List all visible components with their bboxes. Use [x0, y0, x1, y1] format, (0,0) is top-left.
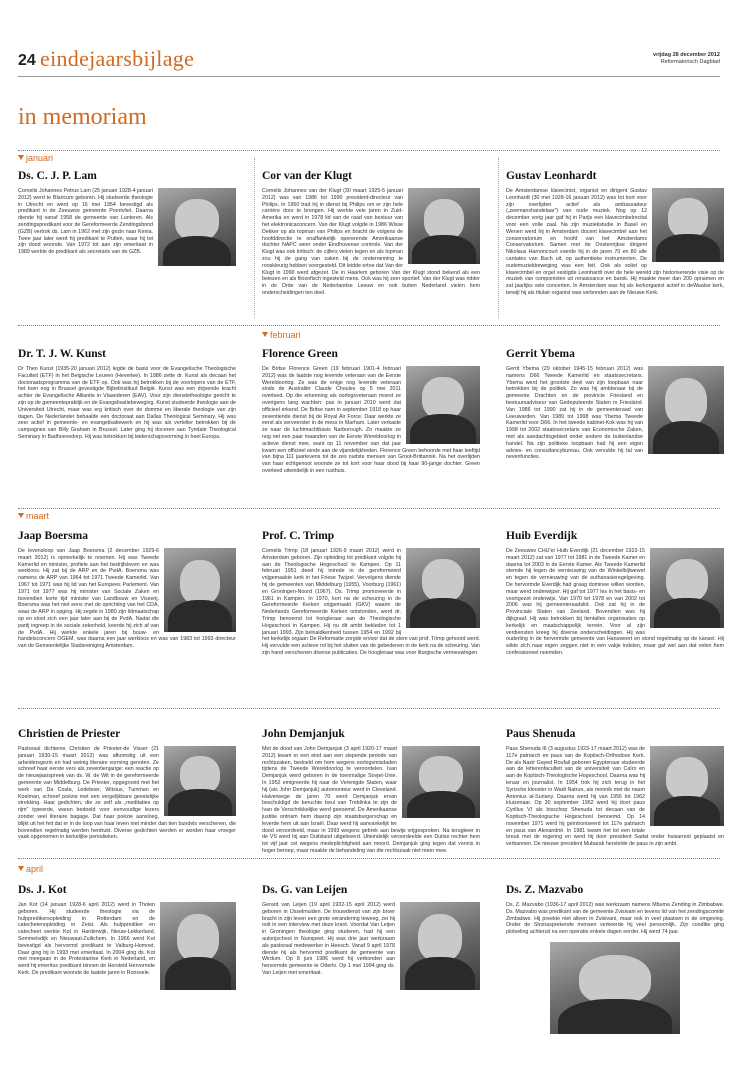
obituary-kunst [18, 348, 236, 441]
obituary-text: Met de dood van John Demjanjuk (3 april 1920-17 maart 2012) kwam er een eind aan een slepende periode van rechtszaken, bedoeld om hem wegens oorlogsmisdaden tijdens de Tweede Wereldoorlog te veroordelen. Ivan Demjanjuk werd geboren in de toenmalige Sovjet-Unie. In 1952 emigreerde hij naar de Verenigde Staten, waar hij (als John Demjanjuk) automonteur werd in Cleveland. Halverwege de jaren 70 werd Demjanjuk ervan beschuldigd de beruchte beul van Treblinka te zijn de Ivan de Verschrikkelijke werd genoemd. De Amerikaanse justitie ontnam hem daarop zijn staatsburgerschap en leverde hem uit aan Israël. Daar werd hij aanvankelijk ter dood veroordeeld, maar in 1993 wegens gebrek aan bewijs vrijgesproken. Na terugkeer in de VS werd hij aan Duitsland uitgeleverd. Uiteindelijk veroordeelde een Duitse rechter hem tot vijf jaar cel wegens medeplichtigheid aan moord. Demjanjuk ging tegen dat vonnis in hoger beroep, maar maakte de behandeling van die rechtszaak niet meer mee. [262, 746, 480, 854]
divider [18, 150, 720, 151]
triangle-down-icon [18, 513, 24, 518]
portrait-photo [402, 746, 480, 818]
portrait-photo [406, 548, 480, 628]
obituary-demjanjuk [262, 728, 480, 855]
obituary-name: Gerrit Ybema [506, 348, 575, 360]
obituary-shenuda [506, 728, 724, 848]
obituary-text: De levensloop van Jaap Boersma (2 december 1929-6 maart 2012) is opmerkelijk te noemen. Hij was Tweede Kamerlid en minister, profiele aan het bedrijfsleven en was werkloos. Hij zat bij de ARP en de PvdA. Boersma was namens de ARP van 1964 tot 1971 Tweede Kamerlid. Van 1967 tot 1971 was hij lid van het Europees Parlement. Van 1971 tot 1977 was hij minister van Sociale Zaken en bovendien korte tijd minister van Landbouw en Visserij. Boersma was het niet eens met de oprichting van het CDA, waar de ARP in opging. Hij zegde in 1980 zijn lidmaatschap op en sloot zich een jaar later aan bij de PvdA. Nadat die partij ingreep in de sociale zekerheid, keerde hij zich af van de PvdA. Hij werkte enkele jaren bij bouw- en handelsconcern OGEM, was daarna een jaar werkloos en was van 1983 tot 1993 directeur van de Gemeentelijke Stadsreiniging Amsterdam. [18, 548, 236, 650]
obituary-text: Cornelis Johannes Petrus Lam (25 januari 1928-4 januari 2012) werd te Blaricum geboren. Hij studeerde theologie in Utrecht en werd op 16 mei 1954 bevestigd als predikant in de Zeeuwse gemeente Poortvliet. Daarna diende hij vanaf 1958 de gemeente van Lunteren. Als zendingspredikant voor de Gereformeerde Zendingsbond (GZB) vertrok ds. Lam in 1962 met zijn gezin naar Kenia. Twee jaar later werd hij predikant te Putten, waar hij tot zijn dood woonde. Van 1972 tot aan zijn emeritaat in 1989 werkte de predikant als secretaris van de GZB. [18, 188, 153, 256]
obituary-text: Dr Theo Kunst (1935-20 januari 2012) legde de basis voor de Evangelische Theologische Faculteit (ETF) in het Belgische Leuven (Heverlee). In 1986 zette dr. Kunst als decaan het doctoraatsprogramma van de ETF op. Ook was hij betrokken bij de voorlopers van de ETF, het toen nog in Brussel gevestigde Bijbelinstituut België. Kunst was een drijvende kracht achter de Evangelische Alliantie in Vlaanderen (EAV). Voor zijn dienstetheologie gericht te zijn op de gemeentepraktijk en de Evangelisatiebeweging. Kunst studeerde theologie aan de Universiteit Utrecht, maar was erg kritisch over de domme en liberale theologie van zijn dagen. De Nederlander behaalde een doctoraat aan Dallas Theological Seminary. Hij was zeer actief in gemeente- en evangelisatiewerk en hij was als verteller betrokken bij de campagnes van Billy Graham in Brussel. Later ging hij doceren aan Tyndale Theological Seminary in Badhoevedorp. Hij was betrokken bij leiderschapsvorming in heel Europa. [18, 366, 236, 440]
obituary-kot [18, 884, 236, 993]
obituary-name: Prof. C. Trimp [262, 530, 335, 542]
portrait-photo [550, 942, 680, 1034]
month-label-januari: januari [18, 153, 53, 163]
section-title: eindejaarsbijlage [40, 46, 195, 71]
portrait-photo [400, 902, 480, 990]
obituary-text: De Zeeuwse CHU'er Huib Everdijk (21 december 1923-15 maart 2012) zat van 1977 tot 1981 in de Tweede Kamer en daarna tot 2003 in de Eerste Kamer. Als Tweede Kamerlid stemde hij tegen de vernieuwing van de Winkelbijlwewet en tegen de vernieuwing van de euthanasieregelgeving. De hervormde Everdijk had graag dominee willen worden, maar werd onderwijzer. Hij gaf tot 1977 les in het basis- en voortgezet onderwijs. Van 1970 tot 1978 en van 2002 tot 2006 was hij gemeenteraadslid. Ook zat hij in de Provinciale Staten van Zeeland. Bovendien was hij dijkgraaf. Hij was betrokken bij tientallen organisaties op kerkelijk en maatschappelijk terrein. Voor al zijn verdiensten kreeg hij diverse onderscheidingen. Hij was ouderling in de hervormde gemeente van Hansweert en stond regelmatig op de kansel. Hij wilde zich naar eigen zeggen niet in een vakje indelen, maar gaf wel aan dat velen hem confessioneel noemden. [506, 548, 724, 656]
header-rule [18, 76, 720, 77]
portrait-photo [650, 746, 724, 826]
triangle-down-icon [18, 155, 24, 160]
obituary-text: Cornelis Johannes van der Klugt (30 maart 1925-5 januari 2012) was van 1986 tot 1990 president-directeur van Philips. In 1950 trad hij in dienst bij Philips om er zijn hele carrière door te brengen. Hij werkte vele jaren in Zuid-Amerika en werd in 1978 lid van de raad van bestuur van het elektronicaconcern. Van der Klugt volgde in 1986 Wisse Dekker op als topman van Philips en bracht de volgens de hoofddirectie te onaffankelijk opererende Amerikaanse dochter NAPC weer onder Eindhovense controle. Van der Klugt was ook kritisch: de cijfers vielen tegen en als topman zou hij de gang van zaken bij de onderneming te rooskleurig hebben voorgesteld. Dit leidde ertoe dat Van der Klugt in 1990 werd afgezet. De in Haarlem geboren Van der Klugt stond bekend als een belezen en als filosofisch ingesteld mens. Ook was hij zeer sportief. Van der Klugt was ridder in de Orde van de Nederlandse Leeuw en ook buiten Nederland vielen hem onderscheidingen ten deel. [262, 188, 480, 296]
obituary-boersma [18, 530, 236, 650]
obituary-name: Ds. C. J. P. Lam [18, 170, 97, 182]
obituary-leonhardt [506, 170, 724, 297]
obituary-leijen [262, 884, 480, 993]
divider [18, 708, 720, 709]
obituary-name: Huib Everdijk [506, 530, 578, 542]
obituary-text: Ds. Z. Mazvabo (1936-17 april 2012) was werkzaam namens Mbuma Zending in Zimbabwe. Ds. Mazvabo was predikant van de gemeente Zvisivani en tevens lid van het zendingscomité Zimbabwe. Hij preekte niet alleen in Zvisivani, maar ook in veel plaatsen in de omgeving. Onder de Shonasprekende mensen verkeerde hij veel persoonlijk. Zijn conditie ging plotseling achteruit na een operatie enkele dagen eerder. Hij werd 74 jaar. [506, 902, 724, 936]
obituary-klugt [262, 170, 480, 297]
obituary-text: Jan Kot (14 januari 1928-6 april 2012) werd in Tholen geboren. Hij studeerde theologie via de hulppredikersopleiding in Rotterdam en de catechetenopleiding in Zeist. Als hulpprediker en catecheet werkte Kot in Harderwijk, Nieuw-Lekkerland, Sommelsdijk en Nieuwaal-Zuilichem. In 1966 werd Kot bevestigd als hervormd predikant te Valburg-Homoet. Daar ging hij in 1993 met emeritaat. In 2004 ging ds. Kot met meegaan in de Protestantse Kerk in Nederland, en werd hij emeritus predikant binnen de Hersteld Hervormde Kerk. De predikant woonde de laatste jaren in Ronssele. [18, 902, 155, 976]
divider [18, 508, 720, 509]
portrait-photo [164, 746, 236, 816]
column-separator [498, 158, 499, 318]
obituary-name: John Demjanjuk [262, 728, 345, 740]
obituary-text: Gerard van Leijen (19 april 1932-15 april 2012) werd geboren in IJsselmuiden. De trouwdienst van zijn broer bracht in zijn leven een grote verandering teweeg, zei hij ooit in een interview met deze krant. Voordat Van Leijen in Groningen theologie ging studeren, had hij een autorijschool in Nunspeet. Hij was drie jaar werkzaam als pastoraal medewerker in Heesch. Vanaf 9 april 1978 diende hij als hervormd predikant de gemeente van Wirdum. Op 8 juni 1986 werd hij verbonden aan hervormde gemeente te Otterlo. Op 1 mei 1994 ging ds. Van Leijen met emeritaat. [262, 902, 395, 976]
portrait-photo [406, 366, 480, 444]
portrait-photo [408, 188, 480, 264]
obituary-text: Gerrit Ybema (29 oktober 1945-15 februari 2012) was namens D66 Tweede Kamerlid en staatssecretaris. Ybema werd het grootste deel van zijn loopbaan naar betrokken bij de politiek. Zo was hij ambtenaar bij de gemeente Drachten en de provincie Friesland en bestuursadviseur van Gedeputeerde Staten in Friesland. Van 1986 tot 1990 zat hij in de gemeenteraad van Leeuwarden. Van 1989 tot 1998 was Ybema Tweede Kamerlid voor D66. In het tweede kabinet-Kok was hij van 1998 tot 2002 staatssecretaris van Economische Zaken, met als aandachtsgebied onder andere de buitenlandse handel. Na zijn politieke loopbaan had hij een eigen advies- en consultancybureau. Ook vervulde hij tal van nevenfuncties. [506, 366, 643, 461]
obituary-name: Jaap Boersma [18, 530, 88, 542]
paper-name: Reformatorisch Dagblad [660, 59, 720, 65]
page-number: 24 [18, 52, 36, 69]
portrait-photo [164, 548, 236, 632]
portrait-photo [648, 366, 724, 454]
obituary-name: Ds. Z. Mazvabo [506, 884, 584, 896]
obituary-everdijk [506, 530, 724, 657]
obituary-text: Cornelis Trimp (18 januari 1926-9 maart 2012) werd in Amsterdam geboren. Zijn opleiding tot predikant volgde hij aan de Theologische Hogeschool te Kampen. Op 11 februari 1951 deed hij intrede in de gereformeerd vrijgemaakte kerk in het Friese Twijzel. Vervolgens diende hij de gemeenten van Middelburg (1955), Voorburg (1961) en Groningen-Noord (1967). Ds. Trimp promoveerde in 1961 in Kampen. In 1970, kort na de scheuring in de Gereformeerde Kerken vrijgemaakt (GKV) waarin de Nederlands Gereformeerde Kerken ontstonden, werd dr. Trimp benoemd tot hoogleraar aan de Theologische Hogeschool in Kampen. Hij nu dit ambt bekleden tot 1 januari 1993. Zijn belnaldkenheid tussen 1954 en 1992 bij het kerkelijk orgaan De Reformatie zorgde ervoor dat de stem van prof. Trimp gehoord werd. Hij vervulde een actieve rol bij het sluiten van de gebedenen in de kerk na de scheuring. Van zijn hand verschenen diverse publicaties. De hoogleraar was voor liturgische vernieuwingen. [262, 548, 480, 656]
obituary-text: Paus Shenuda III (3 augustus 1923-17 maart 2012) was de 117e patriarch en paus van de Koptisch-Orthodoxe Kerk. De als Nazir Gayed Roufail geboren Egyptenaar studeerde aan de letterenfaculteit van de universiteit van Caïro en aan de Koptisch-Theologische Hogeschool. Daarna was hij leraar en journalist. In 1954 trok hij zich terug in het Syrische klooster in Wadi Natrun, als monnik met de naam Antonius al-Suriany. Daarna werd hij van 1956 tot 1962 kluizenaar. Op 30 september 1962 werd hij door paus Cyrillus VI als bisschop Shenuda tot decaan van de Koptisch-Theologische Hogeschool benoemd. Op 14 november 1971 werd hij geïntroniseerd tot 117e patriarch en paus van Alexandrië. In 1981 kwam het tot een totale breuk met de regering en werd hij door president Sadat onder huisarrest geplaatst en verbannen. De nieuwe president Mubarak herstelde de paus in zijn ambt. [506, 746, 724, 848]
month-label-april: april [18, 864, 43, 874]
obituary-lam [18, 170, 236, 269]
obituary-mzvabo [506, 884, 724, 1040]
obituary-text: Pastoraal dichteres Christien de Priester-de Visser (21 januari 1930-15 maart 2012) was afkomstig uit een arbeidersgezin en had weinig literaire vorming genoten. Ze schreef haar eerste vers als zeventienjarige: een reactie op de nieuwjaarspreek van ds. W. de Wit in de gereformeerde gemeente van Middelburg. De Priester, opgegroeid met het werk van Da Costa, Ledeboer, Witsius, Tuinman en Koelman, schreef poëzie met een vergelijkbare geestelijke strekking. Haar gedichten, die ze zelf als „meditaties op rijm” typeerde, waren bedoeld voor eenvoudige lezers zonder veel literaire bagage. Dat haar poëzie aansloeg, blijkt uit het feit dat er in de loop van haar leven niet minder dan tien bundels verschenen, die bovendien regelmatig werden herdrukt. Diverse gedichten werden er worden haar vroeger vaak opgenomen in kerkelijke periodieken. [18, 746, 236, 841]
issue-date: vrijdag 28 december 2012 [653, 52, 720, 58]
obituary-name: Ds. G. van Leijen [262, 884, 348, 896]
triangle-down-icon [262, 332, 268, 337]
page-header [18, 48, 720, 78]
obituary-text: De Amsterdamse klavecinist, organist en dirigent Gustav Leonhardt (30 mei 1928-16 januari 2012) was tot kort voor zijn overlijden actief als ambassadeur („zeemanshandelaar”) van oude muziek. Nog op 12 december vorig jaar gaf hij in Parijs een klavecimbelrecital voor een volle zaal. Na zijn muziekstudie in Basel en Wenen werd hij in Amsterdam docent klavecimbel aan het conservatorium en hoofd van het Amsterdams Conservatorium. Samen met de Oostenrijkse dirigent Nikolaus Harnoncourt voerde hij in de jaren 70 en 80 alle cantates van Bach uit, op authentieke instrumenten. De oudemuziekbeweging was een feit. Ook als solist op klavecimbel en orgel vestigde Leonhardt over de hele wereld zijn historiserende visie op de muziek van componisten uit renaissance en barok. Hij maakte meer dan 200 opnamen en zat jaarlijks vele concerten. In Amsterdam was hij als kerkorganist actief in deWaalse kerk, terwijl hij als titulair organist was verbonden aan de Nieuwe Kerk. [506, 188, 724, 296]
obituary-name: Ds. J. Kot [18, 884, 67, 896]
masthead-info [653, 52, 720, 66]
obituary-green [262, 348, 480, 475]
portrait-photo [652, 188, 724, 262]
divider [18, 858, 720, 859]
portrait-photo [160, 902, 236, 990]
portrait-photo [650, 548, 724, 628]
obituary-priester [18, 728, 236, 841]
obituary-ybema [506, 348, 724, 461]
triangle-down-icon [18, 866, 24, 871]
obituary-text: De Britse Florence Green (19 februari 1901-4 februari 2012) was de laatste nog levende veteraan van de Eerste Wereldoorlog. Ze was de enige nog levende veteraan sinds de Australiër Claude Choules op 5 mei 2011 overleed. Op die erkenning als oorlogsveteraan moest ze overigens lang wachten: pas in januari 2010 werd dat officieel erkend. De Britse nam in september 1918 op haar zeventiende dienst bij de Royal Air Force. Daar werkte ze eerst als serveerster in de mess in Marham. Later verkaste ze naar de luchtmachtbasis Narborough. Zo maakte ze nog net een paar maanden van de Eerste Wereldoorlog in actieve dienst mee, want op 11 november van dat jaar kwam een officieel einde aan de vijandelijkheden. Florence Green behoorde met haar leeftijd van bijna 111 jaartevens tot de zes oudste mensen van Groot-Brittannië. Na het overlijden van haar echtgenoot woonde ze tot kort voor haar dood bij haar 90-jarige dochter. Green overleed uiteindelijk in een rusthuis. [262, 366, 480, 474]
month-label-maart: maart [18, 511, 49, 521]
portrait-photo [158, 188, 236, 266]
divider [18, 325, 720, 326]
obituary-name: Dr. T. J. W. Kunst [18, 348, 106, 360]
obituary-name: Paus Shenuda [506, 728, 576, 740]
month-label-februari: februari [262, 330, 301, 340]
column-separator [254, 158, 255, 318]
obituary-name: Gustav Leonhardt [506, 170, 597, 182]
obituary-name: Christien de Priester [18, 728, 121, 740]
page-title: in memoriam [18, 104, 147, 130]
obituary-name: Florence Green [262, 348, 338, 360]
obituary-name: Cor van der Klugt [262, 170, 352, 182]
obituary-trimp [262, 530, 480, 657]
